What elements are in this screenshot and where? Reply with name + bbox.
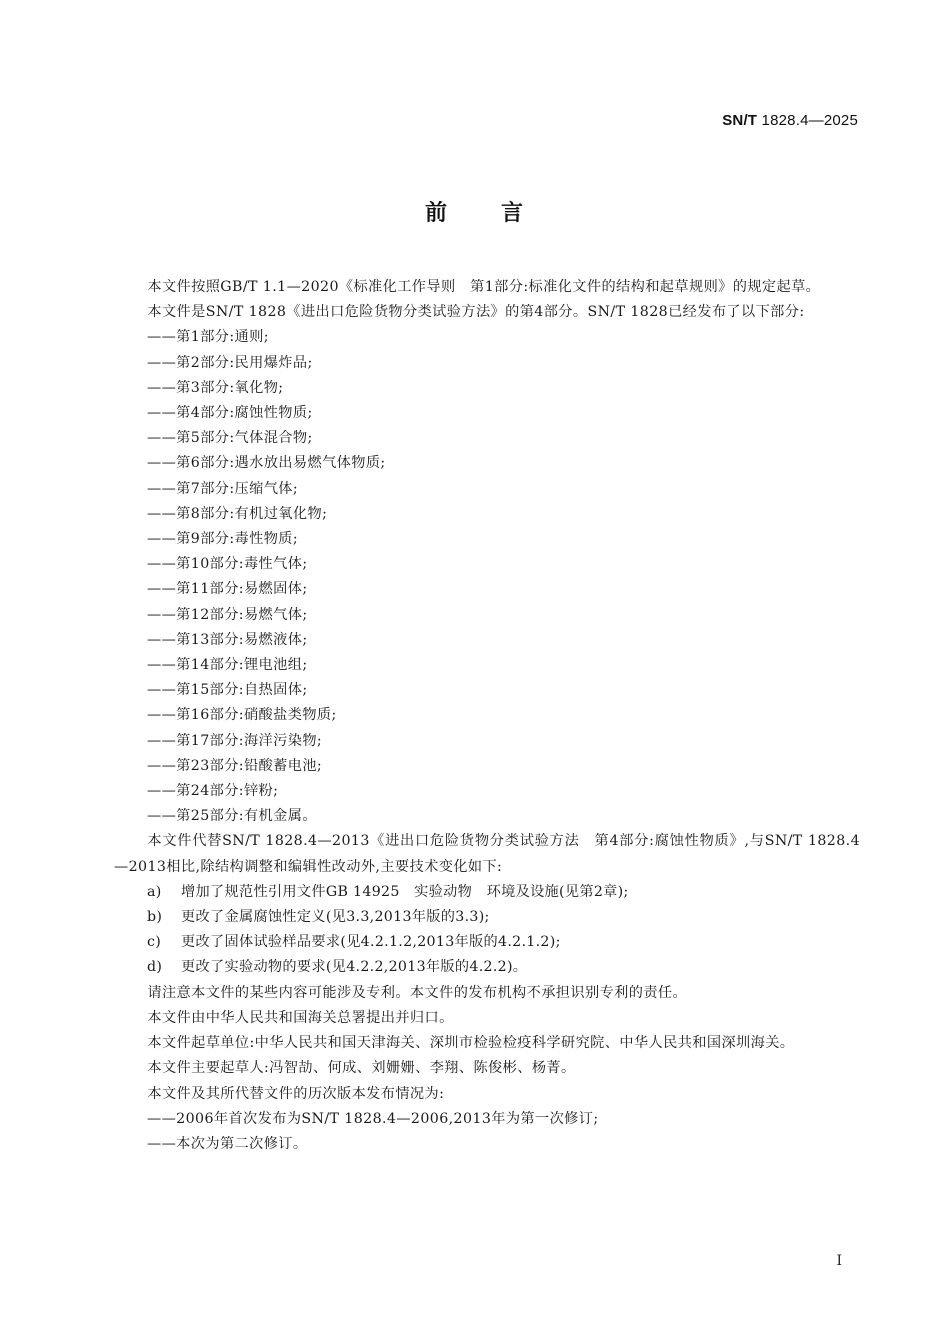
change-marker: c)	[147, 934, 162, 951]
list-item: ——本次为第二次修订。	[147, 1135, 308, 1152]
change-text: 增加了规范性引用文件GB 14925 实验动物 环境及设施(见第2章);	[181, 883, 629, 900]
change-text: 更改了实验动物的要求(见4.2.2,2013年版的4.2.2)。	[181, 959, 528, 976]
page-title	[0, 196, 950, 227]
paragraph-drafting-units: 本文件起草单位:中华人民共和国天津海关、深圳市检验检疫科学研究院、中华人民共和国深圳海关。	[147, 1035, 795, 1052]
list-item: ——第25部分:有机金属。	[147, 808, 317, 825]
change-text: 更改了固体试验样品要求(见4.2.1.2,2013年版的4.2.1.2);	[181, 934, 561, 951]
parts-list	[114, 325, 860, 829]
list-item: ——第8部分:有机过氧化物;	[147, 505, 328, 522]
list-item: ——2006年首次发布为SN/T 1828.4—2006,2013年为第一次修订;	[147, 1110, 599, 1127]
paragraph-history-intro: 本文件及其所代替文件的历次版本发布情况为:	[147, 1085, 445, 1102]
change-item	[114, 905, 860, 930]
list-item: ——第7部分:压缩气体;	[147, 480, 299, 497]
change-marker: b)	[147, 909, 163, 926]
foreword-body	[114, 275, 860, 1157]
list-item: ——第1部分:通则;	[147, 329, 269, 346]
list-item: ——第12部分:易燃气体;	[147, 606, 308, 623]
change-marker: a)	[147, 883, 162, 900]
paragraph-replaces: 本文件代替SN/T 1828.4—2013《进出口危险货物分类试验方法 第4部分:腐蚀性物质》,与SN/T 1828.4—2013相比,除结构调整和编辑性改动外,主要技术变化如下:	[114, 833, 860, 875]
list-item: ——第2部分:民用爆炸品;	[147, 354, 313, 371]
list-item: ——第11部分:易燃固体;	[147, 581, 308, 598]
list-item: ——第4部分:腐蚀性物质;	[147, 405, 313, 422]
paragraph-drafting-rules: 本文件按照GB/T 1.1—2020《标准化工作导则 第1部分:标准化文件的结构和起草规则》的规定起草。	[147, 279, 821, 295]
list-item: ——第13部分:易燃液体;	[147, 631, 308, 648]
change-item	[114, 955, 860, 980]
change-item	[114, 880, 860, 905]
standard-code: 1828.4—2025	[761, 112, 858, 129]
title-char-1: 前	[424, 201, 449, 226]
paragraph-patent-notice: 请注意本文件的某些内容可能涉及专利。本文件的发布机构不承担识别专利的责任。	[147, 984, 688, 1001]
standard-prefix: SN/T	[722, 112, 758, 129]
list-item: ——第3部分:氧化物;	[147, 379, 284, 396]
page-number: I	[836, 1253, 842, 1269]
paragraph-drafters: 本文件主要起草人:冯智劼、何成、刘姗姗、李翔、陈俊彬、杨菁。	[147, 1060, 576, 1077]
list-item: ——第9部分:毒性物质;	[147, 531, 299, 548]
list-item: ——第17部分:海洋污染物;	[147, 732, 323, 749]
change-item	[114, 930, 860, 955]
list-item: ——第10部分:毒性气体;	[147, 556, 308, 573]
paragraph-series-intro: 本文件是SN/T 1828《进出口危险货物分类试验方法》的第4部分。SN/T 1828已经发布了以下部分:	[147, 304, 805, 321]
list-item: ——第15部分:自热固体;	[147, 682, 308, 699]
change-text: 更改了金属腐蚀性定义(见3.3,2013年版的3.3);	[181, 909, 490, 926]
changes-list	[114, 880, 860, 981]
title-char-2: 言	[501, 201, 526, 226]
list-item: ——第14部分:锂电池组;	[147, 657, 308, 674]
list-item: ——第24部分:锌粉;	[147, 783, 279, 800]
change-marker: d)	[147, 959, 163, 976]
list-item: ——第6部分:遇水放出易燃气体物质;	[147, 455, 386, 472]
list-item: ——第16部分:硝酸盐类物质;	[147, 707, 337, 724]
standard-number	[722, 112, 858, 129]
list-item: ——第23部分:铅酸蓄电池;	[147, 757, 323, 774]
list-item: ——第5部分:气体混合物;	[147, 430, 313, 447]
paragraph-proposer: 本文件由中华人民共和国海关总署提出并归口。	[147, 1009, 454, 1026]
history-list	[114, 1107, 860, 1157]
